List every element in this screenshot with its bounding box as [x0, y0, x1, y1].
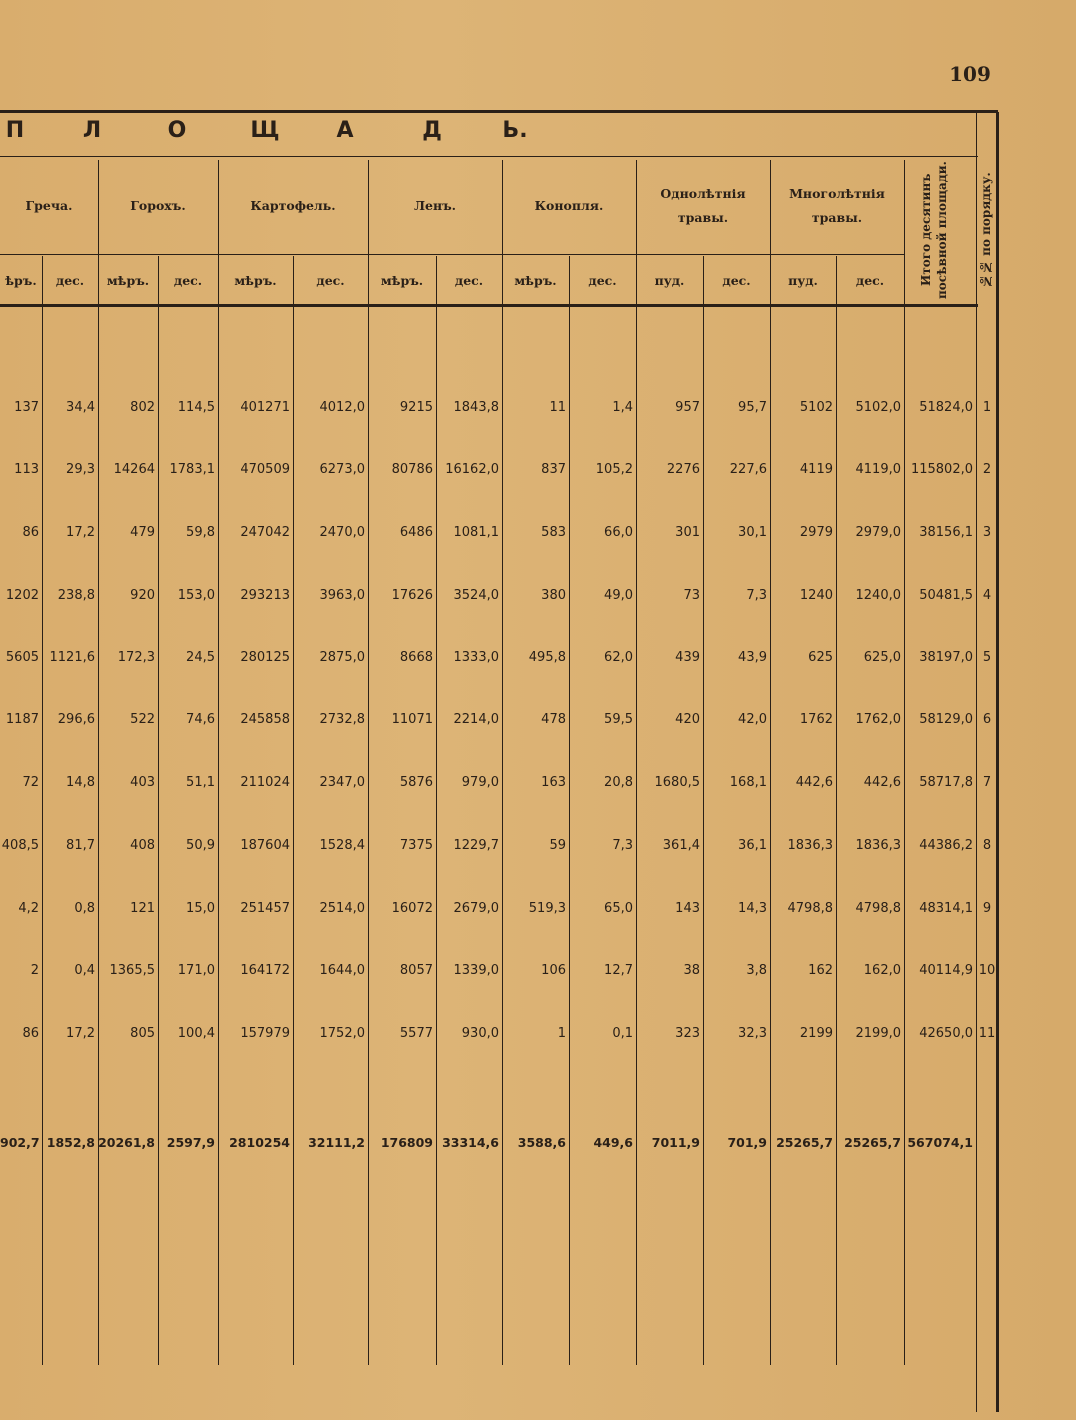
- table-cell: 48314,1: [919, 901, 973, 916]
- table-cell: 1762,0: [855, 712, 901, 727]
- title-letter: Д: [422, 118, 442, 143]
- table-cell: 121: [130, 901, 155, 916]
- table-cell: 16162,0: [445, 462, 499, 477]
- table-cell: 1081,1: [453, 525, 499, 540]
- table-cell: 58129,0: [919, 712, 973, 727]
- column-rule: [42, 256, 43, 1365]
- table-cell: 38156,1: [919, 525, 973, 540]
- table-cell: 1752,0: [319, 1026, 365, 1041]
- table-cell: 86: [22, 525, 39, 540]
- table-cell: 1836,3: [787, 838, 833, 853]
- table-cell: 1229,7: [453, 838, 499, 853]
- table-cell: 227,6: [729, 462, 767, 477]
- table-cell: 957: [675, 400, 700, 415]
- table-cell: 625: [808, 650, 833, 665]
- table-cell: 29,3: [66, 462, 95, 477]
- table-cell: 420: [675, 712, 700, 727]
- table-cell: 930,0: [461, 1026, 499, 1041]
- table-cell: 583: [541, 525, 566, 540]
- table-cell: 439: [675, 650, 700, 665]
- group-rule: [0, 254, 904, 255]
- table-cell: 100,4: [177, 1026, 215, 1041]
- column-rule: [636, 160, 637, 1365]
- table-cell: 1783,1: [169, 462, 215, 477]
- table-cell: 80786: [391, 462, 433, 477]
- table-cell: 49,0: [604, 588, 633, 603]
- title-letter: П: [5, 118, 25, 143]
- table-cell: 2979: [799, 525, 833, 540]
- table-cell: 296,6: [57, 712, 95, 727]
- row-number: 10: [978, 963, 996, 978]
- title-letter: Ь.: [502, 118, 528, 143]
- column-rule: [293, 256, 294, 1365]
- table-cell: 805: [130, 1026, 155, 1041]
- table-cell: 42,0: [738, 712, 767, 727]
- table-cell: 837: [541, 462, 566, 477]
- table-cell: 72: [22, 775, 39, 790]
- row-number: 11: [978, 1026, 996, 1041]
- table-cell: 105,2: [595, 462, 633, 477]
- table-cell: 74,6: [186, 712, 215, 727]
- table-cell: 59,5: [604, 712, 633, 727]
- row-number: 6: [982, 712, 992, 727]
- table-cell: 115802,0: [910, 462, 973, 477]
- row-number: 4: [982, 588, 992, 603]
- title-letter: О: [167, 118, 187, 143]
- table-cell: 408,5: [1, 838, 39, 853]
- table-cell: 442,6: [795, 775, 833, 790]
- table-cell: 168,1: [729, 775, 767, 790]
- total-cell: 3588,6: [517, 1135, 566, 1150]
- table-cell: 51,1: [186, 775, 215, 790]
- table-cell: 0,1: [612, 1026, 633, 1041]
- table-cell: 11071: [391, 712, 433, 727]
- table-cell: 2276: [666, 462, 700, 477]
- total-cell: 2597,9: [166, 1135, 215, 1150]
- table-cell: 58717,8: [919, 775, 973, 790]
- unit-header: пуд.: [654, 272, 685, 288]
- table-cell: 162,0: [863, 963, 901, 978]
- table-cell: 157979: [240, 1026, 290, 1041]
- table-cell: 59,8: [186, 525, 215, 540]
- table-cell: 6486: [399, 525, 433, 540]
- table-cell: 1121,6: [49, 650, 95, 665]
- table-cell: 442,6: [863, 775, 901, 790]
- unit-header: мѣръ.: [234, 272, 277, 288]
- table-cell: 211024: [240, 775, 290, 790]
- table-cell: 3524,0: [453, 588, 499, 603]
- table-cell: 4119,0: [855, 462, 901, 477]
- table-cell: 8668: [399, 650, 433, 665]
- table-cell: 2514,0: [319, 901, 365, 916]
- table-cell: 86: [22, 1026, 39, 1041]
- table-cell: 43,9: [738, 650, 767, 665]
- total-cell: 567074,1: [907, 1135, 973, 1150]
- table-cell: 17,2: [66, 1026, 95, 1041]
- table-cell: 4798,8: [787, 901, 833, 916]
- table-cell: 14,3: [738, 901, 767, 916]
- total-cell: 32111,2: [308, 1135, 365, 1150]
- total-cell: 701,9: [727, 1135, 767, 1150]
- table-cell: 50,9: [186, 838, 215, 853]
- table-cell: 2979,0: [855, 525, 901, 540]
- total-cell: 25265,7: [844, 1135, 901, 1150]
- table-cell: 15,0: [186, 901, 215, 916]
- table-cell: 920: [130, 588, 155, 603]
- table-cell: 3963,0: [319, 588, 365, 603]
- table-cell: 2199,0: [855, 1026, 901, 1041]
- unit-header: дес.: [855, 272, 885, 288]
- total-cell: 2810254: [229, 1135, 290, 1150]
- row-number: 8: [982, 838, 992, 853]
- unit-header: пуд.: [788, 272, 818, 288]
- table-cell: 1: [557, 1026, 566, 1041]
- table-cell: 172,3: [117, 650, 155, 665]
- table-cell: 4012,0: [319, 400, 365, 415]
- table-cell: 30,1: [738, 525, 767, 540]
- row-number: 2: [982, 462, 992, 477]
- column-rule: [569, 256, 570, 1365]
- total-cell: 1852,8: [46, 1135, 95, 1150]
- table-cell: 143: [675, 901, 700, 916]
- table-cell: 11: [549, 400, 566, 415]
- table-cell: 323: [675, 1026, 700, 1041]
- table-cell: 38: [683, 963, 700, 978]
- table-cell: 2875,0: [319, 650, 365, 665]
- table-cell: 2347,0: [319, 775, 365, 790]
- table-cell: 301: [675, 525, 700, 540]
- table-cell: 251457: [240, 901, 290, 916]
- total-cell: 176809: [380, 1135, 433, 1150]
- unit-header: дес.: [722, 272, 751, 288]
- column-rule: [218, 160, 219, 1365]
- unit-header: мѣръ.: [106, 272, 150, 288]
- table-cell: 1836,3: [855, 838, 901, 853]
- table-cell: 1843,8: [453, 400, 499, 415]
- table-cell: 519,3: [528, 901, 566, 916]
- table-cell: 0,8: [74, 901, 95, 916]
- table-cell: 50481,5: [919, 588, 973, 603]
- unit-header: дес.: [55, 272, 85, 288]
- table-cell: 6273,0: [319, 462, 365, 477]
- column-rule: [976, 160, 977, 1365]
- table-cell: 401271: [240, 400, 290, 415]
- table-cell: 16072: [391, 901, 433, 916]
- table-cell: 4119: [799, 462, 833, 477]
- table-cell: 81,7: [66, 838, 95, 853]
- total-cell: 25265,7: [776, 1135, 833, 1150]
- table-cell: 408: [130, 838, 155, 853]
- table-cell: 1528,4: [319, 838, 365, 853]
- table-cell: 113: [14, 462, 39, 477]
- table-cell: 802: [130, 400, 155, 415]
- title-letter: А: [336, 118, 354, 143]
- table-cell: 17626: [391, 588, 433, 603]
- top-rule: [0, 110, 998, 113]
- title-letter: Л: [82, 118, 102, 143]
- table-cell: 5102,0: [855, 400, 901, 415]
- header-bottom-rule: [0, 304, 978, 307]
- row-number: 7: [982, 775, 992, 790]
- table-cell: 7,3: [746, 588, 767, 603]
- table-cell: 2199: [799, 1026, 833, 1041]
- table-cell: 12,7: [604, 963, 633, 978]
- group-header: Однолѣтнія травы.: [660, 186, 746, 225]
- table-cell: 44386,2: [919, 838, 973, 853]
- column-rule: [502, 160, 503, 1365]
- table-cell: 62,0: [604, 650, 633, 665]
- table-cell: 73: [683, 588, 700, 603]
- table-cell: 479: [130, 525, 155, 540]
- table-cell: 625,0: [863, 650, 901, 665]
- unit-header: мѣръ.: [380, 272, 424, 288]
- table-cell: 1240: [799, 588, 833, 603]
- table-cell: 1,4: [612, 400, 633, 415]
- table-cell: 979,0: [461, 775, 499, 790]
- total-cell: 33314,6: [442, 1135, 499, 1150]
- table-cell: 32,3: [738, 1026, 767, 1041]
- table-cell: 66,0: [604, 525, 633, 540]
- table-cell: 95,7: [738, 400, 767, 415]
- table-cell: 163: [541, 775, 566, 790]
- table-cell: 361,4: [662, 838, 700, 853]
- row-number: 9: [982, 901, 992, 916]
- total-cell: 449,6: [593, 1135, 633, 1150]
- table-cell: 24,5: [186, 650, 215, 665]
- table-cell: 14264: [113, 462, 155, 477]
- total-cell: 902,7: [0, 1135, 40, 1150]
- table-cell: 495,8: [528, 650, 566, 665]
- table-cell: 470509: [240, 462, 290, 477]
- table-cell: 478: [541, 712, 566, 727]
- row-number-header: №№ по порядку.: [979, 172, 993, 288]
- row-number: 5: [982, 650, 992, 665]
- table-cell: 7,3: [612, 838, 633, 853]
- row-number: 1: [982, 400, 992, 415]
- table-cell: 4798,8: [855, 901, 901, 916]
- column-rule: [368, 160, 369, 1365]
- group-header: Многолѣтнія травы.: [789, 186, 885, 225]
- table-cell: 8057: [399, 963, 433, 978]
- table-cell: 65,0: [604, 901, 633, 916]
- table-cell: 380: [541, 588, 566, 603]
- table-cell: 17,2: [66, 525, 95, 540]
- column-rule: [703, 256, 704, 1365]
- table-cell: 137: [14, 400, 39, 415]
- table-cell: 1202: [5, 588, 39, 603]
- table-cell: 1762: [799, 712, 833, 727]
- table-cell: 34,4: [66, 400, 95, 415]
- group-header: Картофель.: [250, 198, 336, 214]
- page-number: 109: [949, 62, 991, 86]
- table-cell: 4,2: [18, 901, 39, 916]
- table-cell: 245858: [240, 712, 290, 727]
- total-cell: 7011,9: [651, 1135, 700, 1150]
- column-rule: [770, 160, 771, 1365]
- table-cell: 51824,0: [919, 400, 973, 415]
- table-cell: 1339,0: [453, 963, 499, 978]
- table-cell: 40114,9: [919, 963, 973, 978]
- table-cell: 293213: [240, 588, 290, 603]
- group-header: Конопля.: [534, 198, 604, 214]
- table-cell: 59: [549, 838, 566, 853]
- table-cell: 0,4: [74, 963, 95, 978]
- table-cell: 2470,0: [319, 525, 365, 540]
- table-cell: 2679,0: [453, 901, 499, 916]
- table-cell: 162: [808, 963, 833, 978]
- unit-header: дес.: [173, 272, 203, 288]
- table-cell: 1644,0: [319, 963, 365, 978]
- unit-header: дес.: [454, 272, 484, 288]
- table-cell: 247042: [240, 525, 290, 540]
- title-letter: Щ: [250, 118, 280, 143]
- title-rule: [0, 156, 978, 157]
- table-cell: 1680,5: [654, 775, 700, 790]
- table-cell: 5876: [399, 775, 433, 790]
- column-rule: [904, 160, 905, 1365]
- table-cell: 522: [130, 712, 155, 727]
- unit-header: дес.: [316, 272, 345, 288]
- table-cell: 106: [541, 963, 566, 978]
- column-rule: [98, 160, 99, 1365]
- right-border-outer: [996, 112, 999, 1412]
- table-cell: 153,0: [177, 588, 215, 603]
- row-number: 3: [982, 525, 992, 540]
- column-rule: [836, 256, 837, 1365]
- total-area-header: Итого десятинъ посѣвной площади.: [919, 161, 950, 299]
- group-header: Горохъ.: [130, 198, 186, 214]
- table-cell: 187604: [240, 838, 290, 853]
- table-cell: 36,1: [738, 838, 767, 853]
- column-rule: [436, 256, 437, 1365]
- group-header: Ленъ.: [413, 198, 457, 214]
- table-cell: 114,5: [177, 400, 215, 415]
- table-cell: 14,8: [66, 775, 95, 790]
- column-rule: [158, 256, 159, 1365]
- table-cell: 1333,0: [453, 650, 499, 665]
- unit-header: мѣръ.: [514, 272, 557, 288]
- table-cell: 38197,0: [919, 650, 973, 665]
- table-cell: 3,8: [746, 963, 767, 978]
- table-cell: 5102: [799, 400, 833, 415]
- table-cell: 2732,8: [319, 712, 365, 727]
- table-cell: 42650,0: [919, 1026, 973, 1041]
- unit-header: дес.: [588, 272, 617, 288]
- table-cell: 1240,0: [855, 588, 901, 603]
- table-cell: 280125: [240, 650, 290, 665]
- unit-header: ѣръ.: [5, 272, 37, 288]
- table-cell: 171,0: [177, 963, 215, 978]
- table-cell: 20,8: [604, 775, 633, 790]
- table-cell: 2214,0: [453, 712, 499, 727]
- group-header: Греча.: [25, 198, 73, 214]
- total-cell: 20261,8: [98, 1135, 155, 1150]
- table-cell: 1187: [5, 712, 39, 727]
- table-cell: 1365,5: [109, 963, 155, 978]
- table-cell: 7375: [399, 838, 433, 853]
- table-cell: 238,8: [57, 588, 95, 603]
- table-cell: 2: [30, 963, 39, 978]
- table-cell: 164172: [240, 963, 290, 978]
- table-cell: 5605: [5, 650, 39, 665]
- table-cell: 403: [130, 775, 155, 790]
- table-cell: 9215: [399, 400, 433, 415]
- table-cell: 5577: [399, 1026, 433, 1041]
